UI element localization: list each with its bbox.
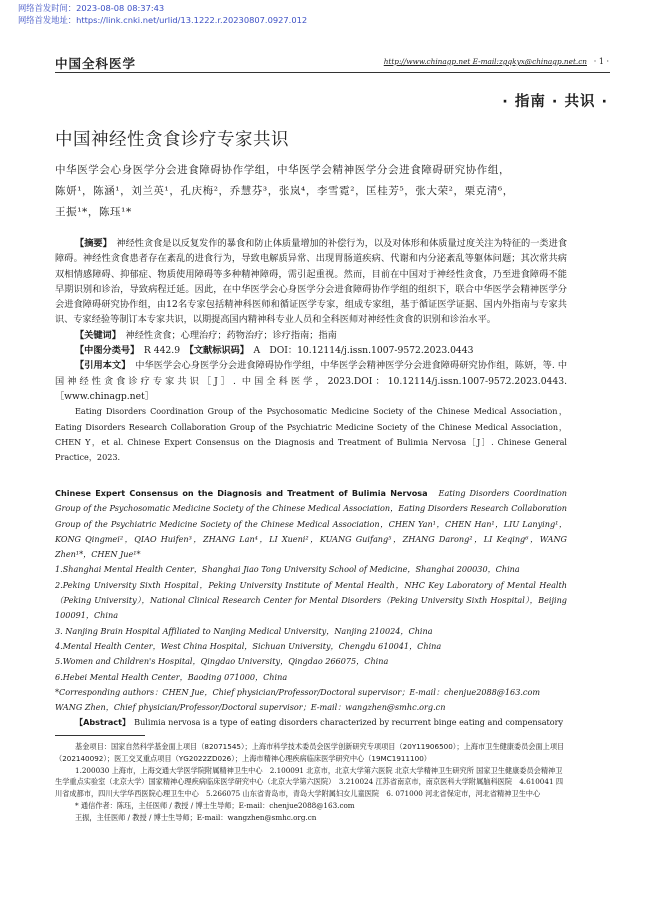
publish-time: 2023-08-08 08:37:43 [76, 3, 165, 13]
keywords-cn-label: 【关键词】 [75, 329, 117, 341]
corresponding-note: * 通信作者：陈珏，主任医师 / 教授 / 博士生导师；E-mail：chenjue2088@163.com [75, 800, 355, 810]
english-authors: Eating Disorders Coordination Group of the Psychosomatic Medicine Society of the Chinese Medical Association，Eating Disorders Research Collaboration Group of the Psychiatric Medicine Society of the Chinese Medical Association，CHEN Yan¹，CHEN Han¹，LIU Lanying¹，KONG Qingmei²，QIAO Huifen³，ZHANG Lan⁴，LI Xueni²，KUANG Guifang⁵，ZHANG Darong²，LI Keqing⁶，WANG Zhen¹*，CHEN Jue¹* [55, 488, 567, 560]
publish-url-link[interactable]: https://link.cnki.net/urlid/13.1222.r.20230807.0927.012 [76, 15, 308, 25]
journal-logo: 中国全科医学 [55, 56, 137, 71]
clc-value: R 442.9 [143, 345, 181, 357]
english-title-authors [55, 486, 567, 562]
abstract-en [55, 715, 567, 730]
doi: DOI：10.12114/j.issn.1007-9572.2023.0443 [269, 345, 474, 357]
author-line: 中华医学会心身医学分会进食障碍协作学组，中华医学会精神医学分会进食障碍研究协作组， [55, 164, 511, 176]
affiliation-line: 3. Nanjing Brain Hospital Affiliated to Nanjing Medical University，Nanjing 210024，China [55, 625, 433, 636]
keywords-cn [55, 328, 567, 343]
abstract-cn-text: 神经性贪食是以反复发作的暴食和防止体质量增加的补偿行为，以及对体形和体质量过度关注为特征的一类进食障碍。神经性贪食患者存在紊乱的进食行为，导致电解质异常、出现胃肠道疾病、代谢和内分泌紊乱等躯体问题；其次常共病双相情感障碍、抑郁症、物质使用障碍等多种精神障碍，需引起重视。然而，目前在中国对于神经性贪食，乃至进食障碍不能早期识别和诊治，导致病程迁延。因此，在中华医学会心身医学分会进食障碍协作学组的组织下，联合中华医学会精神医学分会进食障碍研究协作组，由12名专家包括精神科医师和循证医学专家，组成专家组，基于循证医学证据、国内外指南与专家共识、专家经验等制订本专家共识，以期提高国内精神科专业人员和全科医师对神经性贪食的识别和诊治水平。 [55, 238, 568, 326]
article-title: 中国神经性贪食诊疗专家共识 [55, 130, 289, 150]
affiliation-line: 1.Shanghai Mental Health Center，Shanghai Jiao Tong University School of Medicine，Shanghai 200030，China [55, 564, 520, 575]
abstract-en-text: Bulimia nervosa is a type of eating disorders characterized by recurrent binge eating and compensatory [134, 717, 564, 728]
corresponding-line: *Corresponding authors：CHEN Jue，Chief physician/Professor/Doctoral supervisor；E-mail：chenjue2088@163.com [55, 686, 540, 697]
classification-line [55, 343, 567, 358]
clc-label: 【中图分类号】 [75, 345, 135, 357]
chinese-front-matter [55, 236, 567, 465]
doc-code-label: 【文献标识码】 [189, 345, 245, 357]
citation-en: Eating Disorders Coordination Group of the Psychosomatic Medicine Society of the Chinese Medical Association，Eating Disorders Research Collaboration Group of the Psychiatric Medicine Society of the Chinese Medical Association，CHEN Y，et al. Chinese Expert Consensus on the Diagnosis and Treatment of Bulimia Nervosa［J］. Chinese General Practice，2023. [55, 406, 567, 463]
footnotes [55, 741, 567, 824]
corresponding-line: WANG Zhen，Chief physician/Professor/Doctoral supervisor；E-mail：wangzhen@smhc.org.cn [55, 702, 446, 713]
keywords-cn-text: 神经性贪食；心理治疗；药物治疗；诊疗指南；指南 [125, 329, 337, 341]
publish-address-line [18, 14, 307, 26]
doc-code-value: A [253, 345, 261, 357]
journal-contact [384, 57, 587, 66]
abstract-cn-label: 【摘要】 [75, 238, 108, 249]
publish-time-line [18, 2, 307, 14]
corresponding-note: 王振，主任医师 / 教授 / 博士生导师；E-mail：wangzhen@smhc.org.cn [75, 812, 317, 822]
citation-cn [55, 358, 567, 404]
citation-cn-label: 【引用本文】 [75, 360, 126, 372]
section-label: · 指南 · 共识 · [502, 94, 608, 110]
footnote-rule [55, 735, 145, 736]
publish-address-label: 网络首发地址： [18, 15, 77, 25]
affiliation-line: 5.Women and Children's Hospital，Qingdao University，Qingdao 266075，China [55, 656, 389, 667]
author-line: 陈妍¹，陈涵¹，刘兰英¹，孔庆梅²，乔慧芬³，张岚⁴，李雪霓²，匡桂芳⁵，张大荣²，栗克清⁶， [55, 185, 514, 197]
affiliation-line: 4.Mental Health Center，West China Hospital，Sichuan University，Chengdu 610041，China [55, 640, 442, 651]
funding-note: 基金项目：国家自然科学基金面上项目（82071545）；上海市科学技术委员会医学创新研究专项项目（20Y11906500）；上海市卫生健康委员会面上项目（202140092）；医工交叉重点项目（YG2022ZD026）；上海市精神心理疾病临床医学研究中心（19MC1911100） [55, 742, 565, 763]
header-rule [55, 72, 610, 73]
affiliations-note: 1.200030 上海市，上海交通大学医学院附属精神卫生中心 2.100091 北京市，北京大学第六医院 北京大学精神卫生研究所 国家卫生健康委员会精神卫生学重点实验室（北京大学）国家精神心理疾病临床医学研究中心（北京大学第六医院） 3.210024 江苏省南京市，南京医科大学附属脑科医院 4.610041 四川省成都市，四川大学华西医院心理卫生中心 5.266075 山东省青岛市，青岛大学附属妇女儿童医院 6. 071000 河北省保定市，河北省精神卫生中心 [55, 765, 564, 799]
author-list [55, 160, 615, 223]
english-title: Chinese Expert Consensus on the Diagnosis and Treatment of Bulimia Nervosa [55, 488, 428, 498]
online-publication-info [18, 2, 307, 26]
author-line: 王振¹*，陈珏¹* [55, 206, 132, 218]
affiliation-line: 6.Hebei Mental Health Center，Baoding 071000，China [55, 671, 288, 682]
citation-cn-text: 中华医学会心身医学分会进食障碍协作学组，中华医学会精神医学分会进食障碍研究协作组，陈妍，等. 中国神经性贪食诊疗专家共识［J］. 中国全科医学，2023.DOI：10.12114/j.issn.1007-9572.2023.0443.［www.chinagp.net］ [55, 360, 568, 402]
journal-links[interactable]: http://www.chinagp.net E-mail:zgqkyx@chinagp.net.cn [383, 57, 587, 66]
affiliation-line: 2.Peking University Sixth Hospital，Peking University Institute of Mental Health，NHC Key Laboratory of Mental Health（Peking University），National Clinical Research Center for Mental Disorders（Peking University Sixth Hospital），Beijing 100091，China [55, 579, 567, 621]
abstract-en-label: 【Abstract】 [75, 717, 127, 728]
page-number: · 1 · [593, 57, 609, 66]
abstract-cn [55, 236, 567, 328]
publish-time-label: 网络首发时间： [18, 3, 77, 13]
english-front-matter [55, 486, 567, 731]
